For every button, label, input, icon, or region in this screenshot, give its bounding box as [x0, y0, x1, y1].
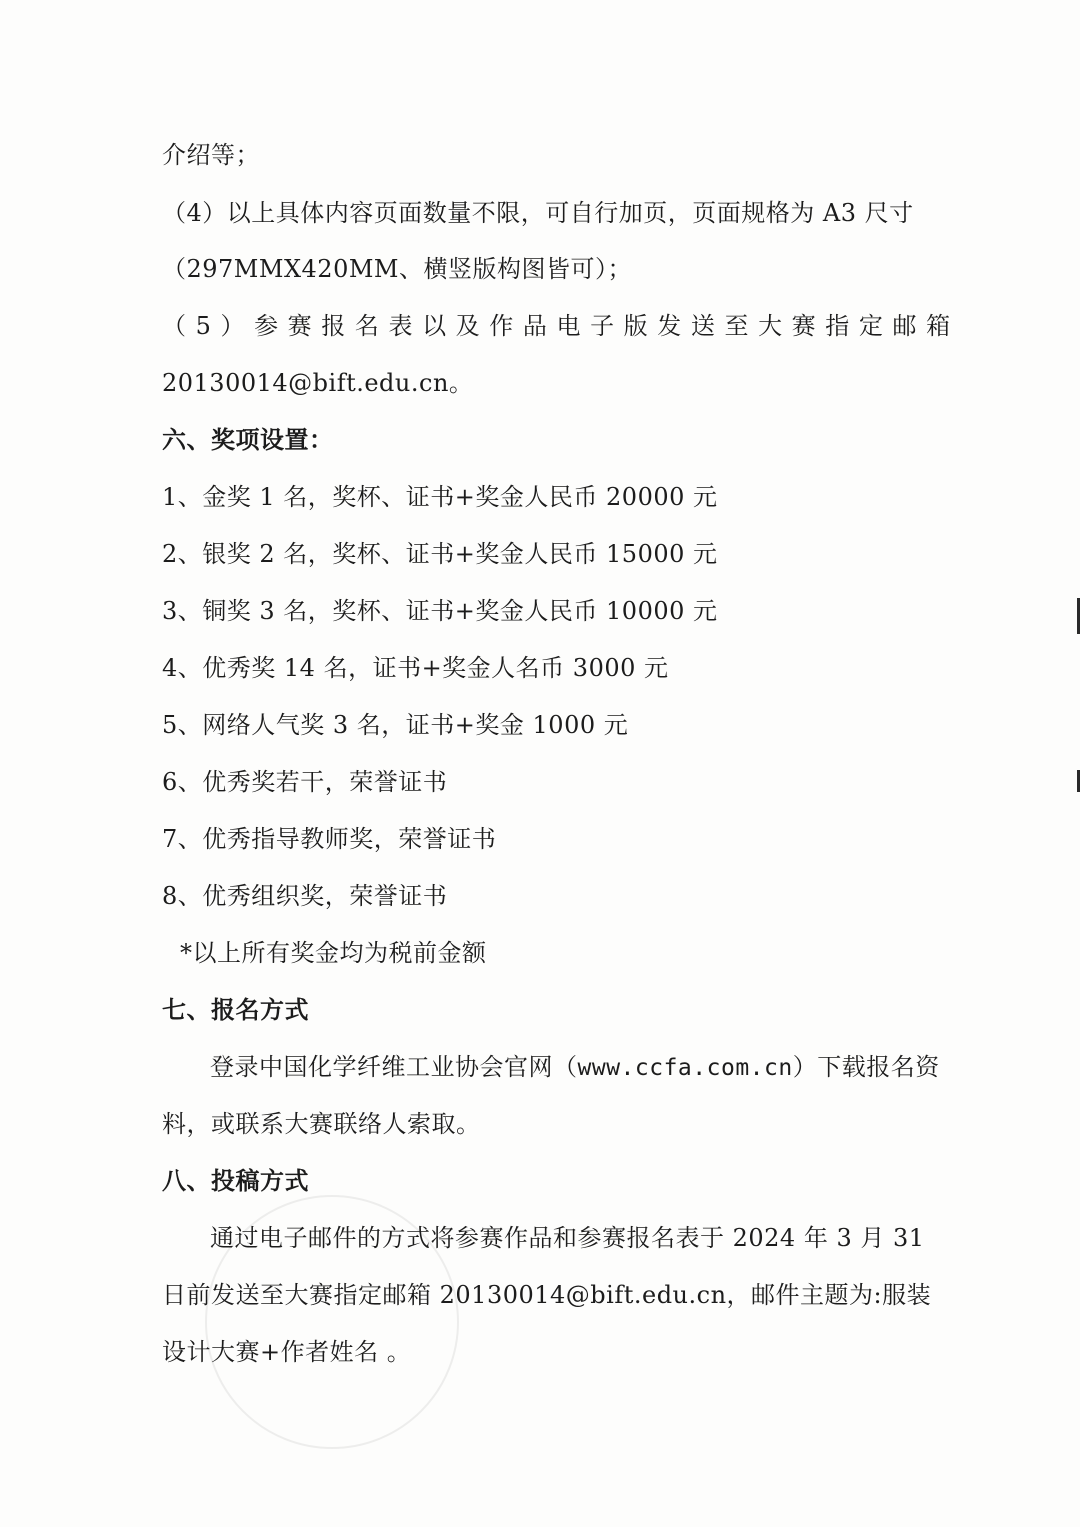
award-item-4: 4、优秀奖 14 名，证书+奖金人名币 3000 元: [162, 654, 669, 682]
section-8-text-b: ，邮件主题为:服装: [726, 1281, 932, 1309]
section-8-line1: 通过电子邮件的方式将参赛作品和参赛报名表于 2024 年 3 月 31: [210, 1224, 925, 1252]
awards-tax-note: *以上所有奖金均为税前金额: [180, 939, 487, 967]
award-item-5: 5、网络人气奖 3 名，证书+奖金 1000 元: [162, 711, 629, 739]
section-8-text-a: 日前发送至大赛指定邮箱: [162, 1281, 440, 1309]
association-website-url: www.ccfa.com.cn: [577, 1055, 793, 1081]
requirement-4-line2: （297MMX420MM、横竖版构图皆可）；: [162, 255, 632, 283]
award-item-6: 6、优秀奖若干，荣誉证书: [162, 768, 448, 796]
section-7-heading: 七、报名方式: [162, 995, 309, 1024]
section-8-heading: 八、投稿方式: [162, 1166, 309, 1195]
section-7-text-a: 登录中国化学纤维工业协会官网（: [210, 1053, 578, 1081]
submission-email: 20130014@bift.edu.cn: [439, 1281, 727, 1309]
section-8-line3: 设计大赛+作者姓名 。: [162, 1338, 412, 1366]
award-item-8: 8、优秀组织奖，荣誉证书: [162, 882, 448, 910]
requirement-4-line1: （4）以上具体内容页面数量不限，可自行加页，页面规格为 A3 尺寸: [162, 199, 914, 227]
award-item-3: 3、铜奖 3 名，奖杯、证书+奖金人民币 10000 元: [162, 597, 718, 625]
requirement-5-line2: 20130014@bift.edu.cn。: [162, 369, 474, 397]
award-item-2: 2、银奖 2 名，奖杯、证书+奖金人民币 15000 元: [162, 540, 718, 568]
section-7-line1: [210, 1052, 940, 1083]
section-7-line2: 料，或联系大赛联络人索取。: [162, 1110, 481, 1138]
section-8-line2: [162, 1280, 931, 1310]
requirement-5-line1: （5）参赛报名表以及作品电子版发送至大赛指定邮箱: [162, 312, 960, 340]
intro-tail-text: 介绍等；: [162, 141, 260, 169]
award-item-7: 7、优秀指导教师奖，荣誉证书: [162, 825, 497, 853]
award-item-1: 1、金奖 1 名，奖杯、证书+奖金人民币 20000 元: [162, 483, 718, 511]
section-6-heading: 六、奖项设置：: [162, 425, 334, 454]
section-7-text-b: ）下载报名资: [792, 1053, 940, 1081]
